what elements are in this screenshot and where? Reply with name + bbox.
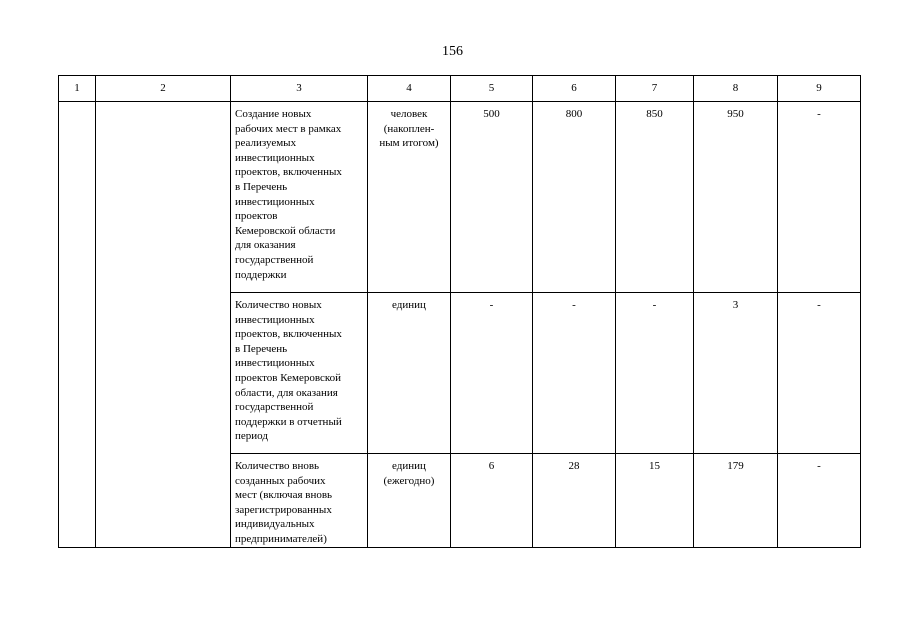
value-cell-6: 28 [533, 454, 616, 548]
value-cell-5: - [451, 293, 533, 454]
header-col-3: 3 [231, 76, 368, 102]
table-row [59, 102, 861, 293]
value-cell-9: - [778, 102, 861, 293]
indicators-table [58, 75, 861, 548]
header-row [59, 76, 861, 102]
unit-cell: человек (накоплен- ным итогом) [368, 102, 451, 293]
value-cell-9: - [778, 454, 861, 548]
header-col-9: 9 [778, 76, 861, 102]
unit-cell: единиц [368, 293, 451, 454]
value-cell-7: 850 [616, 102, 694, 293]
page-number: 156 [442, 44, 463, 59]
indicator-cell: Создание новых рабочих мест в рамках реализуемых инвестиционных проектов, включенных в Перечень инвестиционных проектов Кемеровской области для оказания государственной поддержки [231, 102, 368, 293]
merged-cell-col-2 [96, 102, 231, 548]
merged-cell-col-1 [59, 102, 96, 548]
value-cell-5: 6 [451, 454, 533, 548]
value-cell-7: - [616, 293, 694, 454]
header-col-1: 1 [59, 76, 96, 102]
header-col-2: 2 [96, 76, 231, 102]
header-col-6: 6 [533, 76, 616, 102]
value-cell-8: 950 [694, 102, 778, 293]
value-cell-8: 179 [694, 454, 778, 548]
indicator-cell: Количество новых инвестиционных проектов, включенных в Перечень инвестиционных проектов Кемеровской области, для оказания государственной поддержки в отчетный период [231, 293, 368, 454]
value-cell-8: 3 [694, 293, 778, 454]
indicator-cell: Количество вновь созданных рабочих мест (включая вновь зарегистрированных индивидуальных предпринимателей) [231, 454, 368, 548]
unit-cell: единиц (ежегодно) [368, 454, 451, 548]
value-cell-7: 15 [616, 454, 694, 548]
value-cell-6: - [533, 293, 616, 454]
value-cell-9: - [778, 293, 861, 454]
header-col-4: 4 [368, 76, 451, 102]
header-col-7: 7 [616, 76, 694, 102]
value-cell-5: 500 [451, 102, 533, 293]
value-cell-6: 800 [533, 102, 616, 293]
header-col-8: 8 [694, 76, 778, 102]
header-col-5: 5 [451, 76, 533, 102]
